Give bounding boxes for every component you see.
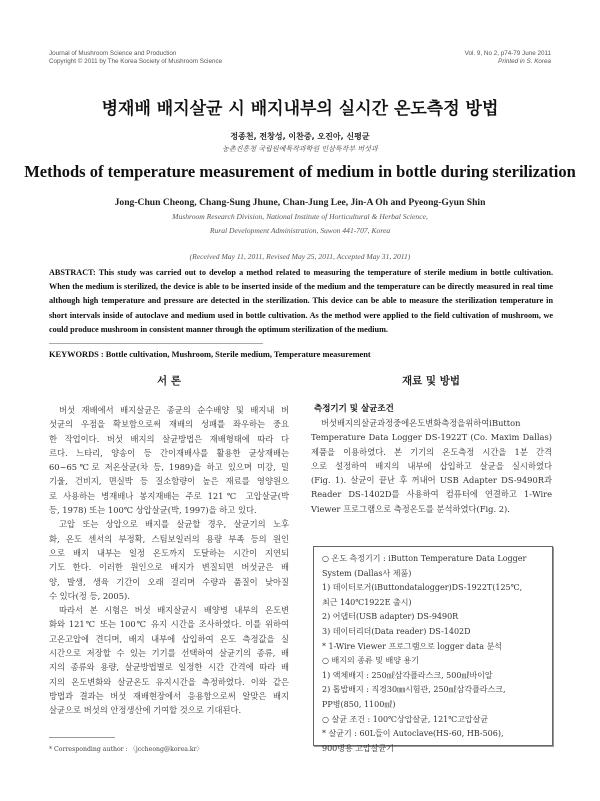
issue-info xyxy=(465,50,551,66)
abstract: ABSTRACT: This study was carried out to develop a method related to measuring the temperature of sterile medium in bottle cultivation. When the medium is sterilized, the device is able to be inserted inside of the medium and the temperature can be directly measured in real time although high temperature and pressure are detected in the sterilization. This device can be able to measure the sterilization temperature in short intervals inside of autoclave and medium used in bottle cultivation. As the method were applied to the field cultivation of mushroom, we could produce mushroom in consistent manner through the optimum sterilization of the medium. xyxy=(49,268,553,334)
text-line: 시간으로 저장할 수 있는 기기를 선택하여 살균기의 종류, 배 xyxy=(49,648,289,659)
affiliation-english-line2: Rural Development Administration, Suwon 441-707, Korea xyxy=(209,226,391,235)
title-english: Methods of temperature measurement of medium in bottle during sterilization xyxy=(24,162,576,181)
text-line: 지의 온도변화와 살균온도 유지시간을 측정하였다. 이와 같은 xyxy=(49,676,289,687)
received-dates: (Received May 11, 2011, Revised May 25, 2011, Accepted May 31, 2011) xyxy=(189,252,411,261)
box-line: 1) 액체배지 : 250㎖삼각플라스크, 500㎖바이알 xyxy=(322,670,493,680)
printed: Printed in S. Korea xyxy=(498,58,551,65)
box-line: 1) 데이터로거(iButtondatalogger)DS-1922T(125℃, xyxy=(322,583,523,593)
box-line: * 1-Wire Viewer 프로그램으로 logger data 분석 xyxy=(322,641,503,651)
text-line: 르다. 느타리, 양송이 등 간이재배사를 활용한 균상재배는 xyxy=(49,447,289,458)
text-line: 제품을 이용하였다. 본 기기의 온도측정 시간을 1분 간격 xyxy=(311,446,552,457)
text-line: 방법과 결과는 버섯 재배현장에서 응용함으로써 알맞은 배지 xyxy=(49,690,289,701)
text-line: 따라서 본 시험은 버섯 배지살균시 배양병 내부의 온도변 xyxy=(59,605,289,616)
text-line: 한 작업이다. 버섯 배지의 살균방법은 재배형태에 따라 다 xyxy=(49,433,289,444)
box-line: ○ 살균 조건 : 100℃상압살균, 121℃고압살균 xyxy=(322,714,489,724)
text-line: 고온고압에 견디며, 배지 내부에 삽입하여 온도 측정값을 실 xyxy=(49,633,289,644)
journal-info xyxy=(49,50,222,66)
authors-korean: 정종천, 전창성, 이찬중, 오진아, 신평균 xyxy=(230,132,370,141)
text-line: 버섯배지의살균과정중에온도변화측정을위하여iButton xyxy=(321,418,521,428)
box-line: ○ 온도 측정기기 : iButton Temperature Data Logger xyxy=(322,554,527,563)
text-line: Viewer 프로그램으로 측정온도를 분석하였다(Fig. 2). xyxy=(311,503,510,514)
text-line: (Fig. 1). 살균이 끝난 후 꺼내어 USB Adapter DS-9490R과 xyxy=(311,475,552,486)
text-line: 양, 발생, 생육 기간이 오래 걸리며 수량과 품질이 낮아질 xyxy=(49,576,289,587)
box-line: 최근 140℃1922E 출시) xyxy=(322,597,412,607)
box-line: System (Dallas사 제품) xyxy=(322,568,412,578)
methods-body xyxy=(311,416,552,516)
text-line: 로 사용하는 병재배나 봉지재배는 주로 121℃ 고압살균(박 xyxy=(49,490,289,501)
keywords: KEYWORDS : Bottle cultivation, Mushroom, Sterile medium, Temperature measurement xyxy=(49,350,371,359)
text-line: 으로 설정하여 배지의 내부에 삽입하고 살균을 실시하였다 xyxy=(311,460,552,471)
text-line: 수 있다(정 등, 2005). xyxy=(49,590,130,601)
box-line: * 살균기 : 60L들이 Autoclave(HS-60, HB-506), xyxy=(322,729,504,739)
footnote-rule xyxy=(49,737,115,738)
affiliation-korean: 농촌진흥청 국립원예특작과학원 인삼특작부 버섯과 xyxy=(222,145,378,153)
equipment-box xyxy=(313,546,553,753)
text-line: 섯균의 우점을 확보함으로써 재배의 성패를 좌우하는 중요 xyxy=(49,419,289,430)
section-heading-methods: 재료 및 방법 xyxy=(401,375,461,387)
box-line: 2) 어댑터(USB adapter) DS-9490R xyxy=(322,612,459,622)
text-line: 으로 배지 내부는 일정 온도까지 도달하는 시간이 지연되 xyxy=(49,547,289,558)
authors-english: Jong-Chun Cheong, Chang-Sung Jhune, Chan-Jung Lee, Jin-A Oh and Pyeong-Gyun Shin xyxy=(114,197,486,208)
journal-name: Journal of Mushroom Science and Production xyxy=(49,50,177,57)
title-korean: 병재배 배지살균 시 배지내부의 실시간 온도측정 방법 xyxy=(101,99,499,119)
text-line: 기도 한다. 이러한 원인으로 배지가 변질되면 버섯균은 배 xyxy=(49,562,289,573)
divider xyxy=(49,343,263,344)
section-heading-intro: 서 론 xyxy=(157,375,181,387)
text-line: Temperature Data Logger DS-1922T (Co. Maxim Dallas) xyxy=(311,432,552,443)
footnote: * Corresponding author : 〈jccheong@korea.kr〉 xyxy=(49,746,203,753)
text-line: 화, 온도 센서의 부정확, 스팀보일러의 용량 부족 등의 원인 xyxy=(49,533,289,544)
text-line: 지의 종류와 용량, 살균방법별로 일정한 시간 간격에 따라 배 xyxy=(49,662,289,673)
intro-body xyxy=(49,403,289,718)
box-line: PP병(850, 1100㎖) xyxy=(322,699,396,709)
text-line: 기울, 건비지, 면실박 등 질소함량이 높은 재료를 영양원으 xyxy=(49,476,289,487)
text-line: 버섯 재배에서 배지살균은 종균의 순수배양 및 배지내 버 xyxy=(59,405,289,415)
box-line: 3) 데이터리더(Data reader) DS-1402D xyxy=(322,626,471,636)
copyright: Copyright © 2011 by The Korea Society of Mushroom Science xyxy=(49,58,223,65)
text-line: 등, 1978) 또는 100℃ 상압살균(박, 1997)을 하고 있다. xyxy=(49,505,257,516)
text-line: 살균으로 버섯의 안정생산에 기여할 것으로 기대된다. xyxy=(49,705,242,716)
subsection-heading: 측정기기 및 살균조건 xyxy=(314,404,394,414)
box-line: ○ 배지의 종류 및 배양 용기 xyxy=(322,656,419,666)
text-line: 고압 또는 상압으로 배지를 살균할 경우, 살균기의 노후 xyxy=(59,519,289,530)
box-line: 900병용 고압살균기 xyxy=(322,743,394,753)
box-line: 2) 톱밥배지 : 직경30㎜시험관, 250㎖삼각플라스크, xyxy=(322,685,506,695)
text-line: Reader DS-1402D를 사용하여 컴퓨터에 연결하고 1-Wire xyxy=(311,489,552,500)
text-line: 화와 121℃ 또는 100℃ 유지 시간을 조사하였다. 이를 위하여 xyxy=(49,619,289,630)
volume: Vol. 9, No 2, p74-79 June 2011 xyxy=(464,50,551,57)
text-line: 60~65℃로 저온살균(차 등, 1989)을 하고 있으며 미강, 밀 xyxy=(49,462,289,473)
affiliation-english-line1: Mushroom Research Division, National Institute of Horticultural & Herbal Science, xyxy=(172,212,428,221)
